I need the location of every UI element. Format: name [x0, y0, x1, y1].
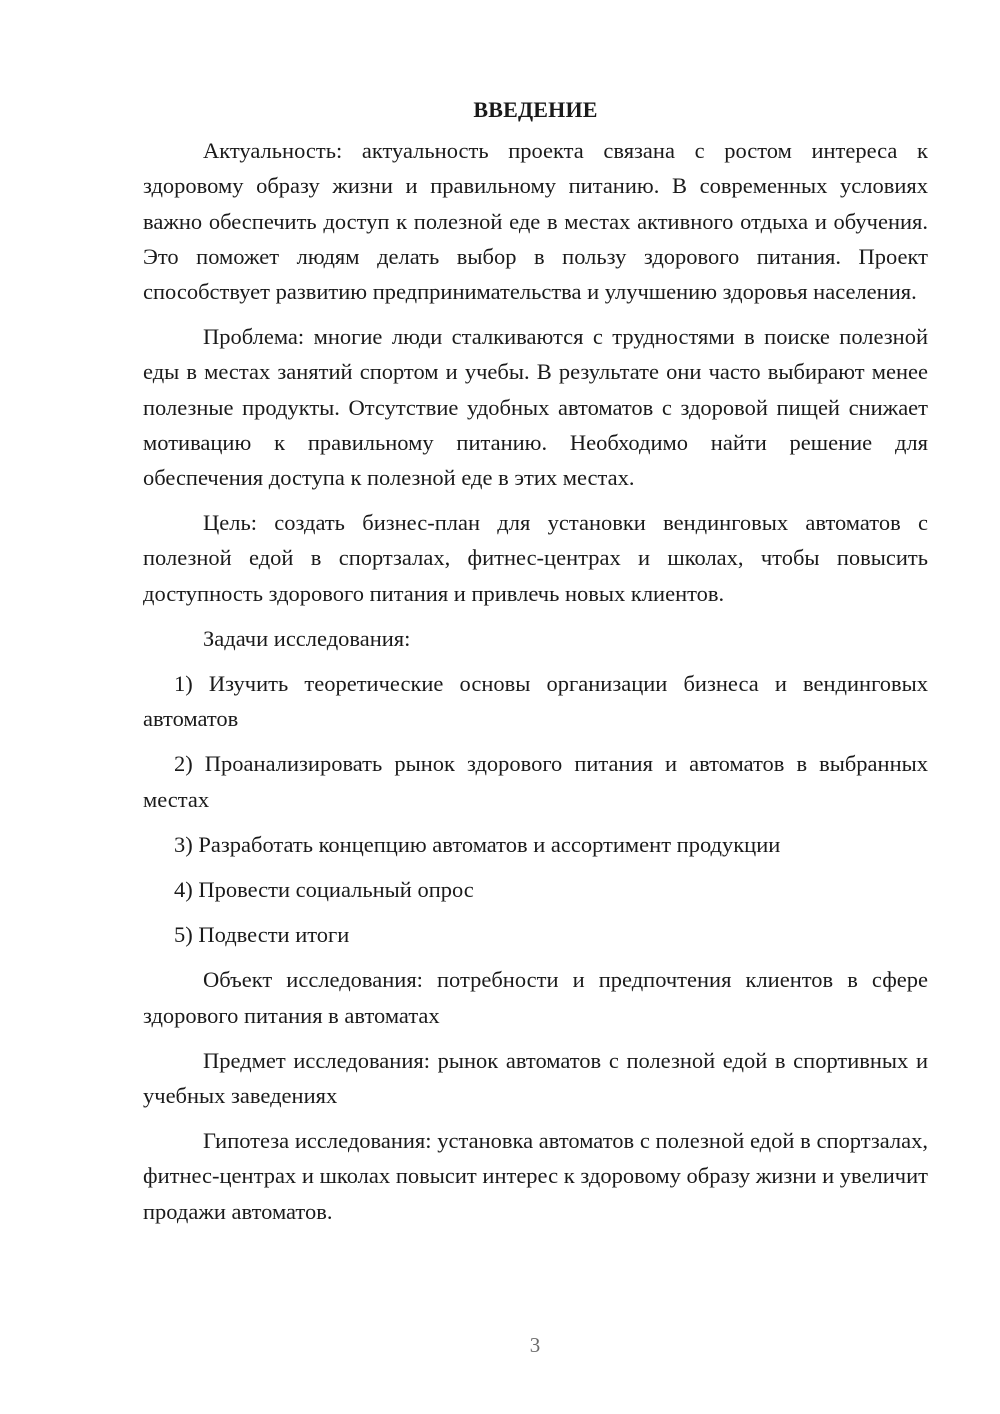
task-item-4: 4) Провести социальный опрос: [174, 877, 474, 903]
task-item-3: 3) Разработать концепцию автоматов и ассортимент продукции: [174, 831, 781, 857]
page-content: [143, 92, 928, 1239]
section-title: ВВЕДЕНИЕ: [473, 97, 598, 122]
page-number: 3: [529, 1333, 541, 1357]
object-paragraph: Объект исследования: потребности и предпочтения клиентов в сфере здорового питания в автоматах: [143, 967, 928, 1028]
problem-paragraph: Проблема: многие люди сталкиваются с трудностями в поиске полезной еды в местах занятий спортом и учебы. В результате они часто выбирают менее полезные продукты. Отсутствие удобных автоматов с здоровой пищей снижает мотивацию к правильному питанию. Необходимо найти решение для обеспечения доступа к полезной еде в этих местах.: [143, 324, 928, 491]
goal-paragraph: Цель: создать бизнес-план для установки вендинговых автоматов с полезной едой в спортзалах, фитнес-центрах и школах, чтобы повысить доступность здорового питания и привлечь новых клиентов.: [143, 510, 928, 606]
subject-paragraph: Предмет исследования: рынок автоматов с полезной едой в спортивных и учебных заведениях: [143, 1047, 928, 1109]
task-item-1: 1) Изучить теоретические основы организации бизнеса и вендинговых автоматов: [143, 671, 928, 732]
task-item-2: 2) Проанализировать рынок здорового питания и автоматов в выбранных местах: [143, 751, 928, 812]
relevance-paragraph: Актуальность: актуальность проекта связана с ростом интереса к здоровому образу жизни и правильному питанию. В современных условиях важно обеспечить доступ к полезной еде в местах активного отдыха и обучения. Это поможет людям делать выбор в пользу здорового питания. Проект способствует развитию предпринимательства и улучшению здоровья населения.: [143, 138, 928, 305]
tasks-heading: Задачи исследования:: [203, 625, 411, 651]
hypothesis-paragraph: Гипотеза исследования: установка автоматов с полезной едой в спортзалах, фитнес-центрах и школах повысит интерес к здоровому образу жизни и увеличит продажи автоматов.: [143, 1128, 928, 1224]
task-item-5: 5) Подвести итоги: [174, 922, 350, 948]
